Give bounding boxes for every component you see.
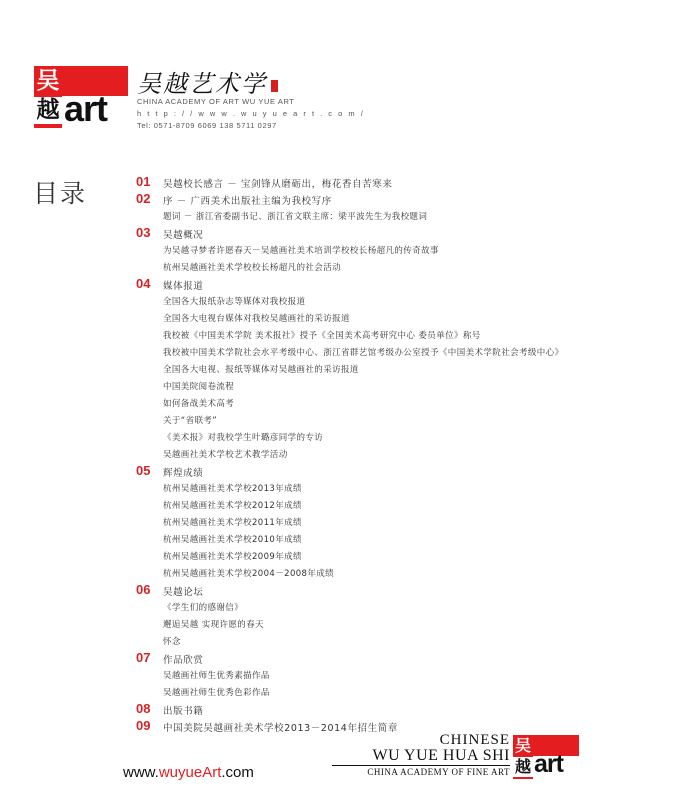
footer-logo-art-text: art	[534, 750, 563, 778]
section-title: 作品欣赏	[163, 655, 204, 666]
section-title: 吴越论坛	[163, 587, 204, 598]
section-number: 07	[136, 650, 151, 665]
brand-line-2: WU YUE HUA SHI	[372, 747, 510, 764]
section-number: 01	[136, 174, 151, 189]
toc-item[interactable]: 吴越画社师生优秀素描作品	[163, 671, 270, 681]
toc-item[interactable]: 如何备战美术高考	[163, 399, 235, 409]
toc-item[interactable]: 全国各大报纸杂志等媒体对我校报道	[163, 297, 306, 307]
toc-item[interactable]: 杭州吴越画社美术学校2010年成绩	[163, 535, 302, 545]
logo-char-bottom: 越	[34, 97, 62, 124]
logo-char-top: 吴	[36, 68, 60, 94]
toc-item[interactable]: 全国各大电视台媒体对我校吴越画社的采访报道	[163, 314, 350, 324]
toc-item[interactable]: 杭州吴越画社美术学校2012年成绩	[163, 501, 302, 511]
brand-line-1: CHINESE	[439, 732, 510, 748]
section-title: 吴越概况	[163, 230, 204, 241]
seal-icon	[271, 80, 278, 92]
section-title: 出版书籍	[163, 706, 204, 717]
toc-item[interactable]: 怀念	[163, 637, 181, 647]
toc-item[interactable]: 吴越画社美术学校艺术教学活动	[163, 450, 288, 460]
section-title: 中国美院吴越画社美术学校2013－2014年招生简章	[163, 723, 398, 734]
section-title: 吴越校长感言 － 宝剑锋从磨砺出，梅花香自苦寒来	[163, 179, 393, 190]
toc-item[interactable]: 题词 － 浙江省委副书记、浙江省文联主席：梁平波先生为我校题词	[163, 212, 428, 222]
toc-item[interactable]: 我校被《中国美术学院 美术报社》授予《全国美术高考研究中心 委员单位》称号	[163, 331, 481, 341]
section-number: 04	[136, 276, 151, 291]
section-title: 辉煌成绩	[163, 468, 204, 479]
toc-item[interactable]: 杭州吴越画社美术学校2013年成绩	[163, 484, 302, 494]
footer-logo-char-bottom: 越	[514, 757, 531, 776]
section-title: 媒体报道	[163, 281, 204, 292]
toc-item[interactable]: 《美术报》对我校学生叶璐彦同学的专访	[163, 433, 324, 443]
toc-item[interactable]: 杭州吴越画社美术学校2011年成绩	[163, 518, 302, 528]
footer-logo-char-top: 吴	[514, 736, 531, 755]
calligraphy-title: 吴越艺术学	[137, 64, 278, 99]
toc-item[interactable]: 吴越画社师生优秀色彩作品	[163, 688, 270, 698]
toc-item[interactable]: 杭州吴越画社美术学校2004－2008年成绩	[163, 569, 335, 579]
toc-item[interactable]: 为吴越寻梦者许愿春天－吴越画社美术培训学校校长杨超凡的传奇故事	[163, 246, 439, 256]
section-number: 08	[136, 701, 151, 716]
toc-item[interactable]: 中国美院阅卷流程	[163, 382, 235, 392]
toc-item[interactable]: 全国各大电视、报纸等媒体对吴越画社的采访报道	[163, 365, 359, 375]
toc-item[interactable]: 杭州吴越画社美术学校校长杨超凡的社会活动	[163, 263, 342, 273]
section-number: 05	[136, 463, 151, 478]
header-tel: Tel: 0571-8709 6069 138 5711 0297	[137, 121, 277, 130]
section-number: 09	[136, 718, 151, 733]
section-title: 序 － 广西美术出版社主编为我校写序	[163, 196, 332, 207]
toc-item[interactable]: 我校被中国美术学院社会水平考级中心、浙江省群艺馆考级办公室授予《中国美术学院社会考级中心》	[163, 348, 564, 358]
section-number: 02	[136, 191, 151, 206]
school-logo	[34, 66, 128, 128]
section-number: 03	[136, 225, 151, 240]
logo-art-text: art	[64, 88, 108, 129]
website-url[interactable]: www.wuyueArt.com	[123, 764, 254, 781]
toc-item[interactable]: 关于“省联考”	[163, 416, 218, 426]
section-number: 06	[136, 582, 151, 597]
header-subtitle: CHINA ACADEMY OF ART WU YUE ART	[137, 97, 295, 106]
brand-line-3: CHINA ACADEMY OF FINE ART	[367, 767, 510, 777]
header-url: h t t p : / / w w w . w u y u e a r t . c o m /	[137, 109, 365, 118]
toc-item[interactable]: 杭州吴越画社美术学校2009年成绩	[163, 552, 302, 562]
toc-item[interactable]: 《学生们的感谢信》	[163, 603, 244, 613]
footer-logo	[513, 735, 579, 779]
toc-title: 目录	[33, 179, 88, 208]
toc-item[interactable]: 邂逅吴越 实现许愿的春天	[163, 620, 265, 630]
